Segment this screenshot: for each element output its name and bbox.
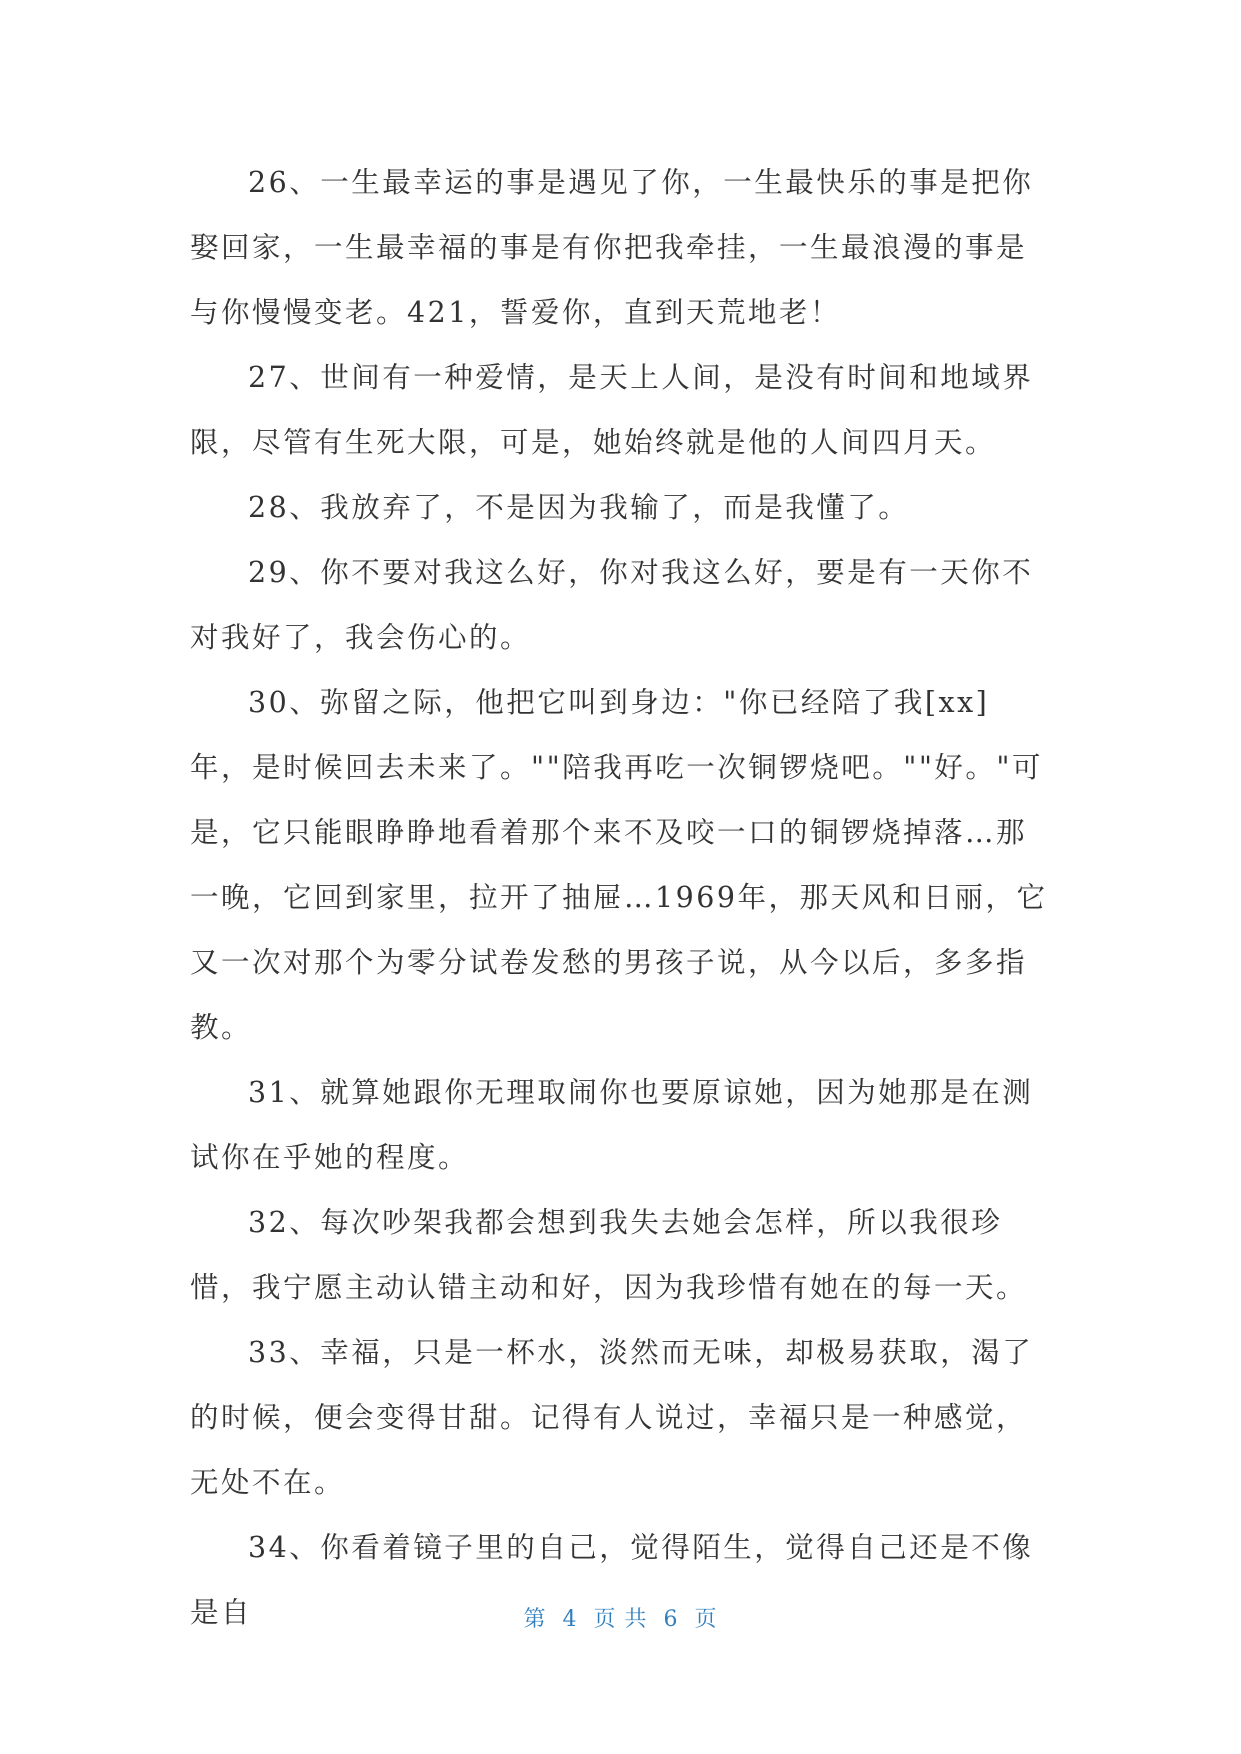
paragraph-33: 33、幸福，只是一杯水，淡然而无味，却极易获取，渴了的时候，便会变得甘甜。记得有人说过，幸福只是一种感觉，无处不在。 xyxy=(190,1336,1034,1499)
document-body xyxy=(190,150,1050,1645)
paragraph-34: 34、你看着镜子里的自己，觉得陌生，觉得自己还是不像是自 xyxy=(190,1531,1034,1629)
paragraph-26: 26、一生最幸运的事是遇见了你，一生最快乐的事是把你娶回家，一生最幸福的事是有你把我牵挂，一生最浪漫的事是与你慢慢变老。421，誓爱你，直到天荒地老！ xyxy=(190,166,1034,329)
paragraph-32: 32、每次吵架我都会想到我失去她会怎样，所以我很珍惜，我宁愿主动认错主动和好，因为我珍惜有她在的每一天。 xyxy=(190,1206,1028,1304)
paragraph-28: 28、我放弃了，不是因为我输了，而是我懂了。 xyxy=(248,491,910,524)
page-number-footer: 第 4 页 共 6 页 xyxy=(523,1607,718,1632)
paragraph-31: 31、就算她跟你无理取闹你也要原谅她，因为她那是在测试你在乎她的程度。 xyxy=(190,1076,1034,1174)
paragraph-30: 30、弥留之际，他把它叫到身边："你已经陪了我[xx]年，是时候回去未来了。""陪我再吃一次铜锣烧吧。""好。"可是，它只能眼睁睁地看着那个来不及咬一口的铜锣烧掉落…那一晚，它回到家里，拉开了抽屉…1969年，那天风和日丽，它又一次对那个为零分试卷发愁的男孩子说，从今以后，多多指教。 xyxy=(190,686,1048,1044)
paragraph-27: 27、世间有一种爱情，是天上人间，是没有时间和地域界限，尽管有生死大限，可是，她始终就是他的人间四月天。 xyxy=(190,361,1034,459)
paragraph-29: 29、你不要对我这么好，你对我这么好，要是有一天你不对我好了，我会伤心的。 xyxy=(190,556,1034,654)
